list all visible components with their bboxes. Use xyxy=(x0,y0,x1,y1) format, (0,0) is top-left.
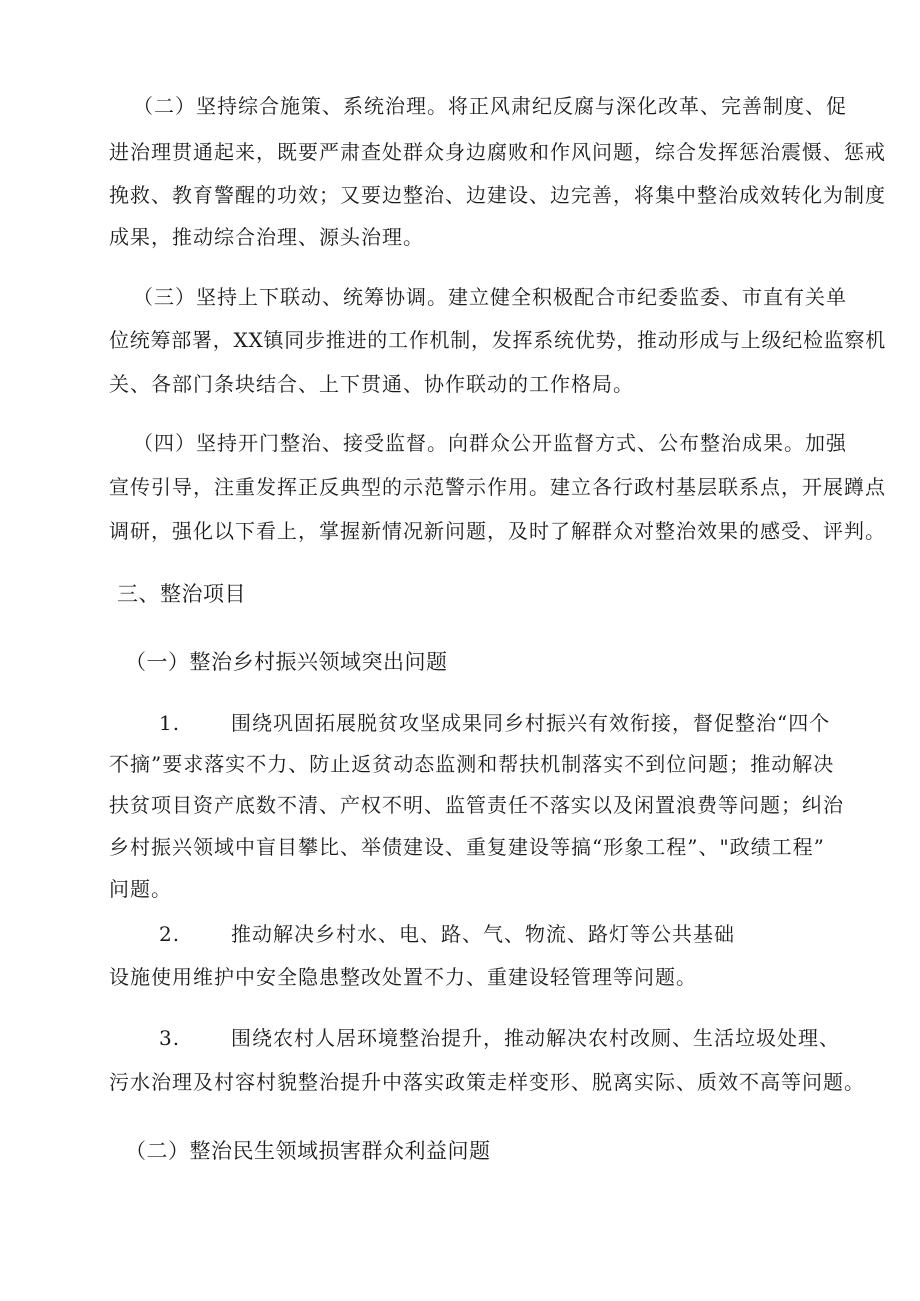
paragraph-line: （三）坚持上下联动、统筹协调。建立健全积极配合市纪委监委、市直有关单 xyxy=(133,285,847,309)
list-item-first-line xyxy=(159,1024,840,1052)
paragraph-line: 关、各部门条块结合、上下贯通、协作联动的工作格局。 xyxy=(109,372,634,396)
list-item-line: 污水治理及村容村貌整治提升中落实政策走样变形、脱离实际、质效不高等问题。 xyxy=(109,1070,865,1094)
list-item-text: 围绕农村人居环境整治提升，推动解决农村改厕、生活垃圾处理、 xyxy=(231,1026,840,1050)
list-item-number: 1. xyxy=(159,711,181,735)
paragraph-line: 调研，强化以下看上，掌握新情况新问题，及时了解群众对整治效果的感受、评判。 xyxy=(109,519,886,543)
subsection-heading: （一）整治乡村振兴领域突出问题 xyxy=(125,650,448,674)
subsection-heading: （二）整治民生领域损害群众利益问题 xyxy=(125,1139,491,1163)
paragraph-line: 成果，推动综合治理、源头治理。 xyxy=(109,225,424,249)
list-item-text: 围绕巩固拓展脱贫攻坚成果同乡村振兴有效衔接，督促整治“四个 xyxy=(231,711,831,735)
list-item-text: 推动解决乡村水、电、路、气、物流、路灯等公共基础 xyxy=(231,922,735,946)
list-item-line: 乡村振兴领域中盲目攀比、举债建设、重复建设等搞“形象工程”、"政绩工程” xyxy=(109,835,825,859)
list-item-line: 设施使用维护中安全隐患整改处置不力、重建设轻管理等问题。 xyxy=(109,965,697,989)
list-item-first-line xyxy=(159,709,830,737)
paragraph-line: 宣传引导，注重发挥正反典型的示范警示作用。建立各行政村基层联系点，开展蹲点 xyxy=(109,475,886,499)
paragraph-line: （二）坚持综合施策、系统治理。将正风肃纪反腐与深化改革、完善制度、促 xyxy=(133,94,847,118)
paragraph-line: 挽救、教育警醒的功效；又要边整治、边建设、边完善，将集中整治成效转化为制度 xyxy=(109,183,886,207)
paragraph-line: 进治理贯通起来，既要严肃查处群众身边腐败和作风问题，综合发挥惩治震慑、惩戒 xyxy=(109,140,886,164)
list-item-first-line xyxy=(159,920,735,948)
list-item-number: 2. xyxy=(159,922,181,946)
paragraph-line: 位统筹部署，XX镇同步推进的工作机制，发挥系统优势，推动形成与上级纪检监察机 xyxy=(109,328,886,352)
list-item-line: 不摘”要求落实不力、防止返贫动态监测和帮扶机制落实不到位问题；推动解决 xyxy=(109,752,835,776)
list-item-line: 扶贫项目资产底数不清、产权不明、监管责任不落实以及闲置浪费等问题；纠治 xyxy=(109,793,844,817)
list-item-number: 3. xyxy=(159,1026,181,1050)
list-item-line: 问题。 xyxy=(109,877,172,901)
paragraph-line: （四）坚持开门整治、接受监督。向群众公开监督方式、公布整治成果。加强 xyxy=(133,431,847,455)
section-heading: 三、整治项目 xyxy=(117,582,246,606)
